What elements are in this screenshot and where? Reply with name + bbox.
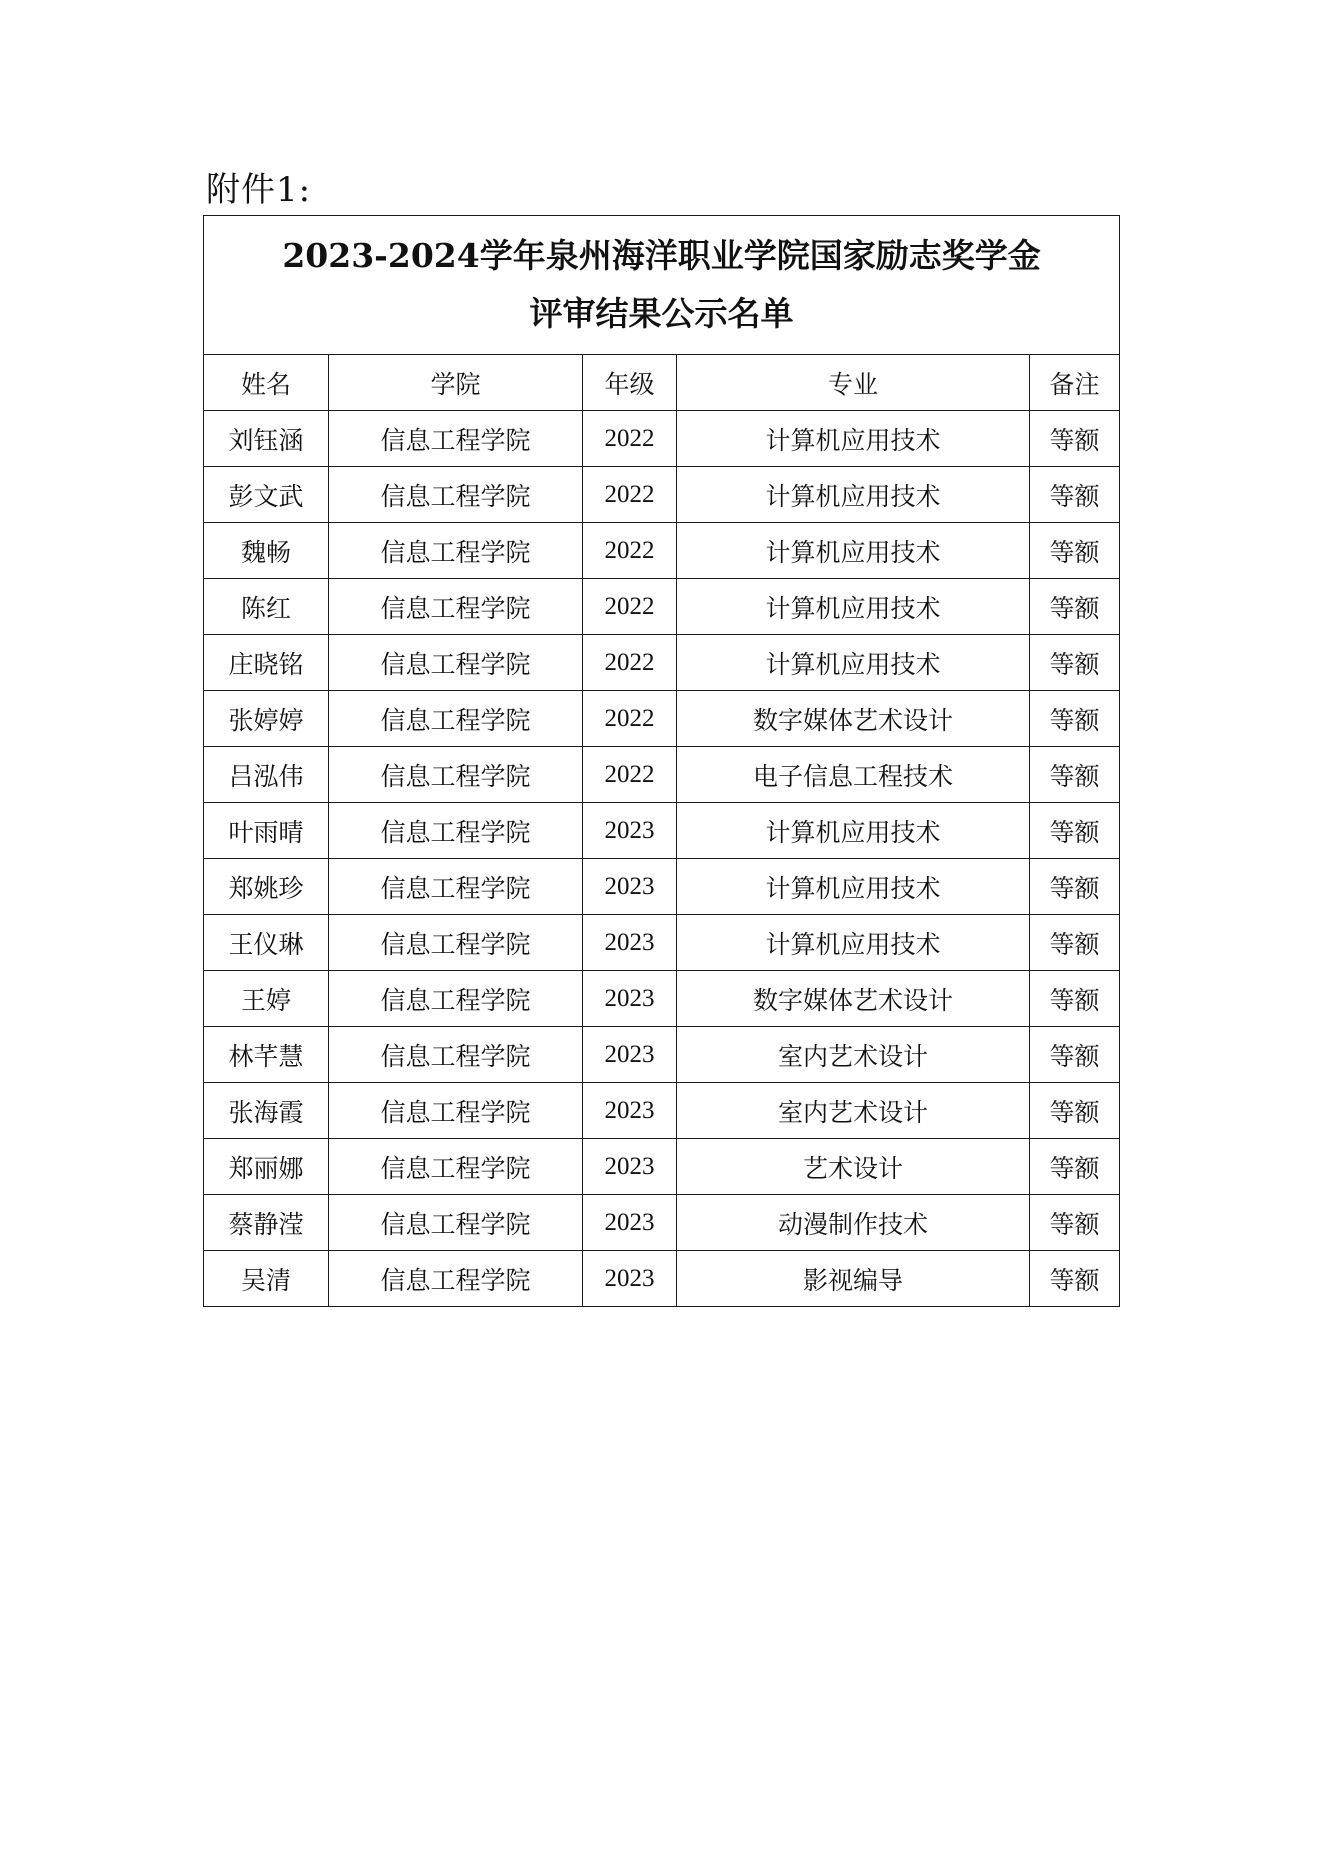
cell-major: 计算机应用技术 bbox=[677, 467, 1030, 523]
cell-grade: 2023 bbox=[583, 1139, 677, 1195]
cell-name: 王婷 bbox=[204, 971, 329, 1027]
cell-name: 张海霞 bbox=[204, 1083, 329, 1139]
table-row bbox=[204, 523, 1120, 579]
cell-remark: 等额 bbox=[1030, 1027, 1120, 1083]
table-row bbox=[204, 1251, 1120, 1307]
cell-college: 信息工程学院 bbox=[329, 747, 583, 803]
table-row bbox=[204, 1139, 1120, 1195]
cell-grade: 2023 bbox=[583, 1027, 677, 1083]
cell-grade: 2022 bbox=[583, 635, 677, 691]
cell-remark: 等额 bbox=[1030, 971, 1120, 1027]
header-name: 姓名 bbox=[204, 355, 329, 411]
cell-major: 计算机应用技术 bbox=[677, 859, 1030, 915]
attachment-label: 附件1: bbox=[206, 170, 312, 210]
cell-major: 计算机应用技术 bbox=[677, 803, 1030, 859]
table-row bbox=[204, 803, 1120, 859]
cell-grade: 2022 bbox=[583, 579, 677, 635]
cell-name: 郑姚珍 bbox=[204, 859, 329, 915]
table-title bbox=[204, 216, 1120, 355]
cell-major: 数字媒体艺术设计 bbox=[677, 971, 1030, 1027]
cell-grade: 2022 bbox=[583, 747, 677, 803]
cell-college: 信息工程学院 bbox=[329, 1195, 583, 1251]
header-grade: 年级 bbox=[583, 355, 677, 411]
cell-remark: 等额 bbox=[1030, 1083, 1120, 1139]
cell-college: 信息工程学院 bbox=[329, 691, 583, 747]
cell-remark: 等额 bbox=[1030, 691, 1120, 747]
title-line-2: 评审结果公示名单 bbox=[529, 294, 794, 333]
table-row bbox=[204, 747, 1120, 803]
scholarship-table bbox=[203, 215, 1120, 1307]
cell-remark: 等额 bbox=[1030, 803, 1120, 859]
cell-college: 信息工程学院 bbox=[329, 859, 583, 915]
cell-college: 信息工程学院 bbox=[329, 915, 583, 971]
cell-major: 室内艺术设计 bbox=[677, 1027, 1030, 1083]
cell-major: 艺术设计 bbox=[677, 1139, 1030, 1195]
cell-remark: 等额 bbox=[1030, 579, 1120, 635]
cell-name: 吕泓伟 bbox=[204, 747, 329, 803]
table-row bbox=[204, 1027, 1120, 1083]
table-row bbox=[204, 579, 1120, 635]
cell-major: 电子信息工程技术 bbox=[677, 747, 1030, 803]
cell-major: 动漫制作技术 bbox=[677, 1195, 1030, 1251]
cell-name: 魏畅 bbox=[204, 523, 329, 579]
cell-grade: 2023 bbox=[583, 859, 677, 915]
table-row bbox=[204, 971, 1120, 1027]
cell-major: 数字媒体艺术设计 bbox=[677, 691, 1030, 747]
cell-college: 信息工程学院 bbox=[329, 467, 583, 523]
cell-name: 彭文武 bbox=[204, 467, 329, 523]
header-row bbox=[204, 355, 1120, 411]
table-row bbox=[204, 915, 1120, 971]
cell-remark: 等额 bbox=[1030, 1251, 1120, 1307]
cell-grade: 2022 bbox=[583, 691, 677, 747]
table-row bbox=[204, 635, 1120, 691]
cell-name: 林芊慧 bbox=[204, 1027, 329, 1083]
header-major: 专业 bbox=[677, 355, 1030, 411]
cell-grade: 2023 bbox=[583, 803, 677, 859]
cell-major: 室内艺术设计 bbox=[677, 1083, 1030, 1139]
cell-name: 庄晓铭 bbox=[204, 635, 329, 691]
cell-major: 计算机应用技术 bbox=[677, 635, 1030, 691]
cell-major: 计算机应用技术 bbox=[677, 411, 1030, 467]
table-row bbox=[204, 859, 1120, 915]
cell-name: 王仪琳 bbox=[204, 915, 329, 971]
header-college: 学院 bbox=[329, 355, 583, 411]
cell-remark: 等额 bbox=[1030, 1195, 1120, 1251]
table-row bbox=[204, 691, 1120, 747]
title-line-1: 2023-2024学年泉州海洋职业学院国家励志奖学金 bbox=[282, 236, 1041, 275]
cell-college: 信息工程学院 bbox=[329, 579, 583, 635]
cell-name: 陈红 bbox=[204, 579, 329, 635]
cell-college: 信息工程学院 bbox=[329, 1027, 583, 1083]
cell-college: 信息工程学院 bbox=[329, 1139, 583, 1195]
header-remark: 备注 bbox=[1030, 355, 1120, 411]
cell-name: 蔡静滢 bbox=[204, 1195, 329, 1251]
title-row bbox=[204, 216, 1120, 355]
cell-name: 叶雨晴 bbox=[204, 803, 329, 859]
cell-college: 信息工程学院 bbox=[329, 803, 583, 859]
cell-college: 信息工程学院 bbox=[329, 411, 583, 467]
cell-major: 计算机应用技术 bbox=[677, 915, 1030, 971]
cell-college: 信息工程学院 bbox=[329, 1251, 583, 1307]
cell-grade: 2023 bbox=[583, 1083, 677, 1139]
cell-grade: 2023 bbox=[583, 915, 677, 971]
cell-remark: 等额 bbox=[1030, 467, 1120, 523]
cell-major: 影视编导 bbox=[677, 1251, 1030, 1307]
cell-remark: 等额 bbox=[1030, 747, 1120, 803]
cell-name: 郑丽娜 bbox=[204, 1139, 329, 1195]
cell-college: 信息工程学院 bbox=[329, 971, 583, 1027]
cell-remark: 等额 bbox=[1030, 523, 1120, 579]
table-row bbox=[204, 411, 1120, 467]
cell-grade: 2023 bbox=[583, 971, 677, 1027]
cell-college: 信息工程学院 bbox=[329, 523, 583, 579]
cell-grade: 2023 bbox=[583, 1195, 677, 1251]
cell-grade: 2023 bbox=[583, 1251, 677, 1307]
cell-name: 吴清 bbox=[204, 1251, 329, 1307]
cell-remark: 等额 bbox=[1030, 1139, 1120, 1195]
table-row bbox=[204, 1083, 1120, 1139]
cell-name: 刘钰涵 bbox=[204, 411, 329, 467]
cell-remark: 等额 bbox=[1030, 635, 1120, 691]
table-row bbox=[204, 1195, 1120, 1251]
cell-remark: 等额 bbox=[1030, 859, 1120, 915]
cell-name: 张婷婷 bbox=[204, 691, 329, 747]
table-row bbox=[204, 467, 1120, 523]
cell-grade: 2022 bbox=[583, 467, 677, 523]
cell-remark: 等额 bbox=[1030, 915, 1120, 971]
cell-college: 信息工程学院 bbox=[329, 1083, 583, 1139]
cell-remark: 等额 bbox=[1030, 411, 1120, 467]
cell-major: 计算机应用技术 bbox=[677, 579, 1030, 635]
cell-college: 信息工程学院 bbox=[329, 635, 583, 691]
cell-grade: 2022 bbox=[583, 523, 677, 579]
cell-grade: 2022 bbox=[583, 411, 677, 467]
cell-major: 计算机应用技术 bbox=[677, 523, 1030, 579]
